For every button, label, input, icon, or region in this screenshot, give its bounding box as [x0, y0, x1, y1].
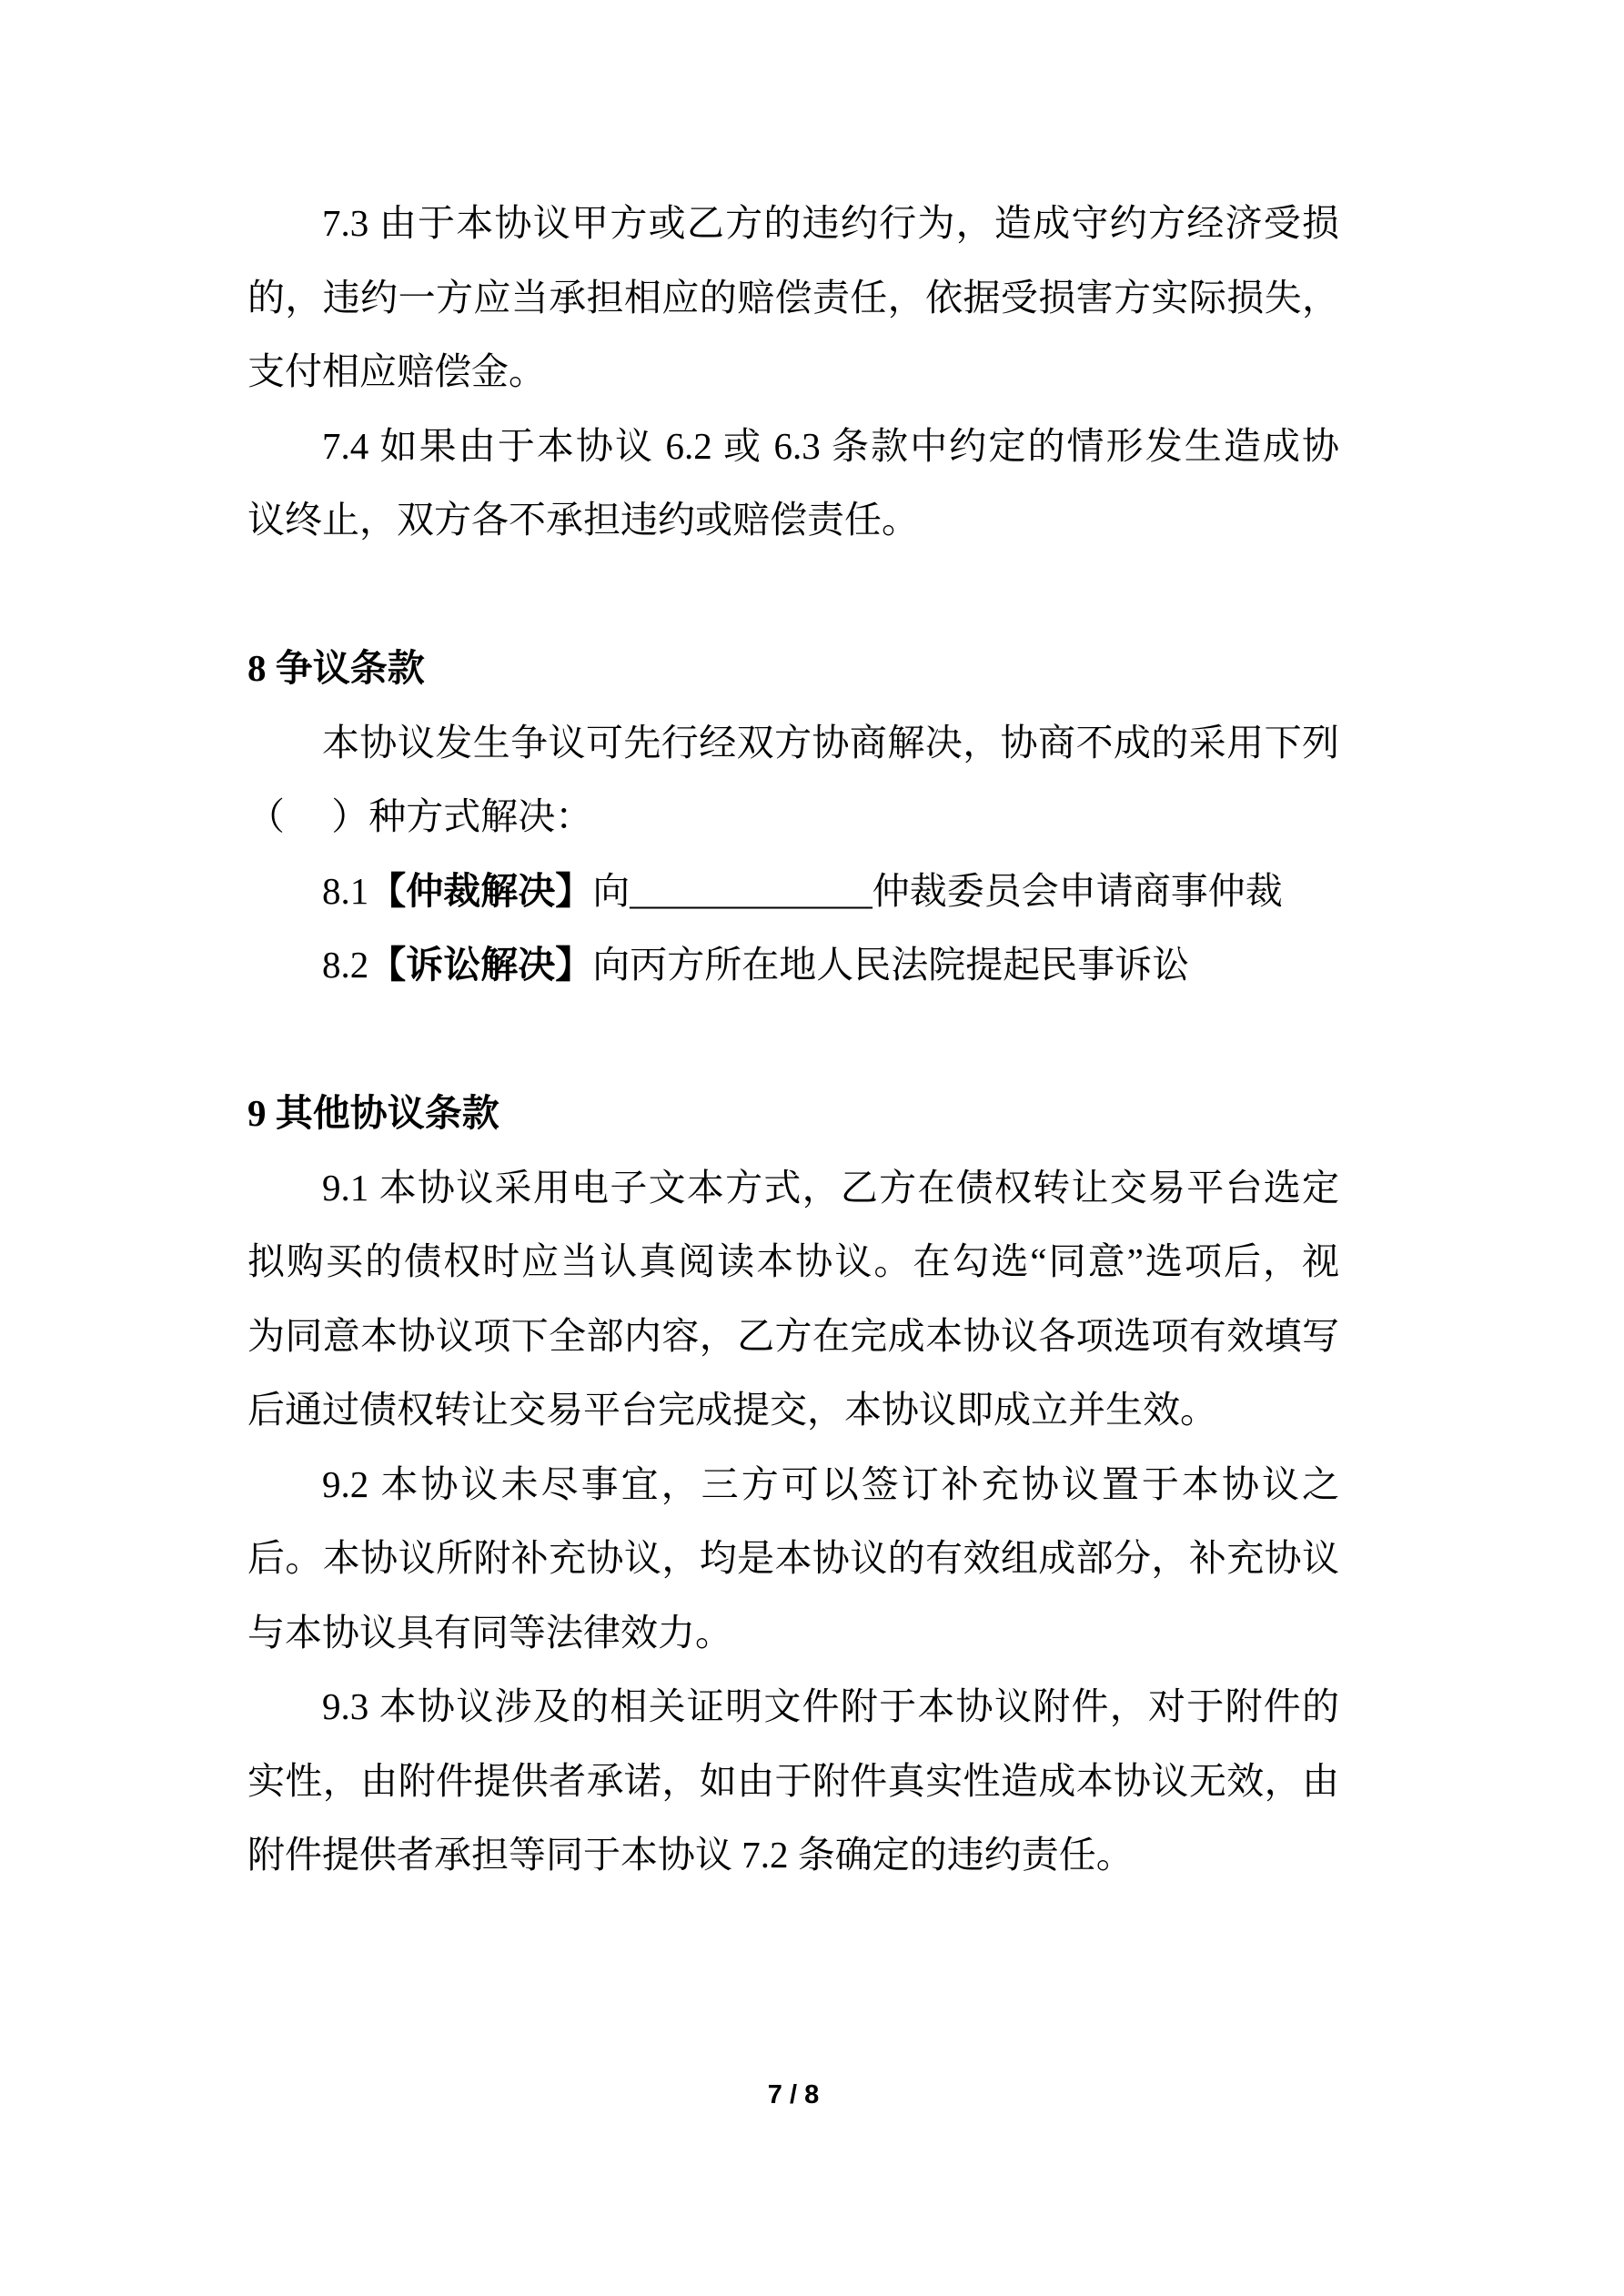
run-text: 向丙方所在地人民法院提起民事诉讼	[592, 944, 1190, 986]
text-line: 9.3 本协议涉及的相关证明文件附于本协议附件，对于附件的	[322, 1685, 1339, 1727]
text-line: （ ）种方式解决：	[247, 795, 593, 837]
text-line	[247, 928, 1339, 1003]
blank-line	[247, 558, 1339, 632]
page-number: 7 / 8	[767, 2080, 820, 2109]
text-line: 本协议发生争议可先行经双方协商解决，协商不成的采用下列	[322, 721, 1339, 764]
text-line	[247, 855, 1339, 929]
text-line: 为同意本协议项下全部内容，乙方在完成本协议各项选项有效填写	[247, 1314, 1339, 1357]
run-text: 8.1	[322, 869, 369, 912]
section-heading: 9 其他协议条款	[247, 1092, 499, 1134]
run-text: 仲裁委员会申请商事仲裁	[872, 869, 1283, 912]
emphasis-text: 【诉讼解决】	[368, 944, 593, 986]
text-line: 实性，由附件提供者承诺，如由于附件真实性造成本协议无效，由	[247, 1759, 1339, 1802]
text-line: 议终止，双方各不承担违约或赔偿责任。	[247, 499, 919, 541]
text-line: 后。本协议所附补充协议，均是本协议的有效组成部分，补充协议	[247, 1537, 1339, 1579]
text-line: 附件提供者承担等同于本协议 7.2 条确定的违约责任。	[247, 1834, 1134, 1876]
section-heading: 8 争议条款	[247, 647, 425, 689]
text-line: 的，违约一方应当承担相应的赔偿责任，依据受损害方实际损失，	[247, 276, 1339, 319]
text-line: 7.4 如果由于本协议 6.2 或 6.3 条款中约定的情形发生造成协	[322, 424, 1339, 467]
text-line: 9.1 本协议采用电子文本方式，乙方在债权转让交易平台选定	[322, 1166, 1339, 1209]
text-line: 支付相应赔偿金。	[247, 350, 546, 392]
fill-in-blank: _____________	[630, 869, 873, 912]
run-text: 向	[592, 869, 630, 912]
text-line: 7.3 由于本协议甲方或乙方的违约行为，造成守约方经济受损	[322, 202, 1339, 244]
text-line: 后通过债权转让交易平台完成提交，本协议即成立并生效。	[247, 1389, 1217, 1431]
text-line: 9.2 本协议未尽事宜，三方可以签订补充协议置于本协议之	[322, 1462, 1339, 1505]
run-text: 8.2	[322, 944, 369, 986]
blank-line	[247, 1003, 1339, 1077]
emphasis-text: 【仲裁解决】	[368, 869, 593, 912]
text-line: 与本协议具有同等法律效力。	[247, 1611, 732, 1654]
document-body	[247, 187, 1339, 1893]
text-line: 拟购买的债权时应当认真阅读本协议。在勾选“同意”选项后，视	[247, 1240, 1339, 1282]
